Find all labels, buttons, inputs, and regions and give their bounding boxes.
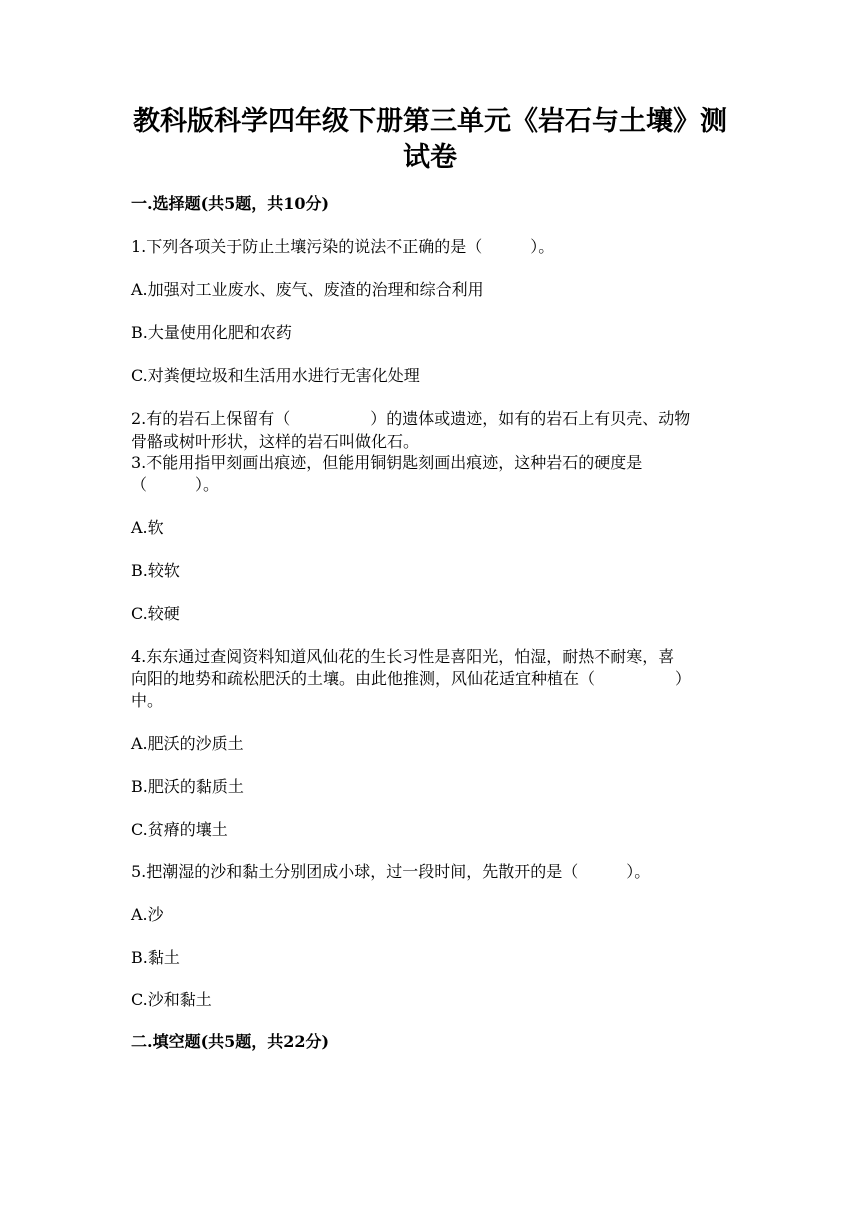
question-5-option-b: B.黏土: [131, 948, 180, 967]
question-1-option-a: A.加强对工业废水、废气、废渣的治理和综合利用: [131, 280, 484, 299]
question-4-option-c: C.贫瘠的壤土: [131, 820, 228, 839]
section-heading-multiple-choice: 一.选择题(共5题，共10分): [131, 194, 330, 213]
question-5-option-c: C.沙和黏土: [131, 990, 212, 1009]
question-2-stem-line-2: 骨骼或树叶形状，这样的岩石叫做化石。: [131, 432, 420, 451]
question-4-option-b: B.肥沃的黏质土: [131, 777, 244, 796]
title-line-2: 试卷: [403, 142, 457, 173]
question-2-stem-line-1: 2.有的岩石上保留有（ ）的遗体或遗迹，如有的岩石上有贝壳、动物: [131, 409, 691, 428]
question-3-stem-line-2: （ ）。: [131, 475, 220, 494]
question-1-option-c: C.对粪便垃圾和生活用水进行无害化处理: [131, 366, 420, 385]
question-4-stem-line-1: 4.东东通过查阅资料知道风仙花的生长习性是喜阳光，怕湿，耐热不耐寒，喜: [131, 647, 675, 666]
question-4-option-a: A.肥沃的沙质土: [131, 734, 244, 753]
page-title: [110, 104, 750, 176]
section-heading-fill-in: 二.填空题(共5题，共22分): [131, 1032, 330, 1051]
question-3-option-c: C.较硬: [131, 604, 180, 623]
question-5-option-a: A.沙: [131, 905, 164, 924]
question-4-stem-line-2: 向阳的地势和疏松肥沃的土壤。由此他推测，风仙花适宜种植在（ ）: [131, 669, 692, 688]
question-5-stem: 5.把潮湿的沙和黏土分别团成小球，过一段时间，先散开的是（ ）。: [131, 862, 651, 881]
question-3-option-b: B.较软: [131, 561, 180, 580]
title-line-1: 教科版科学四年级下册第三单元《岩石与土壤》测: [133, 106, 727, 137]
question-3-option-a: A.软: [131, 518, 164, 537]
question-1-option-b: B.大量使用化肥和农药: [131, 323, 292, 342]
question-4-stem-line-3: 中。: [131, 691, 164, 710]
question-1-stem: 1.下列各项关于防止土壤污染的说法不正确的是（ ）。: [131, 237, 555, 256]
question-3-stem-line-1: 3.不能用指甲刻画出痕迹，但能用铜钥匙刻画出痕迹，这种岩石的硬度是: [131, 453, 643, 472]
